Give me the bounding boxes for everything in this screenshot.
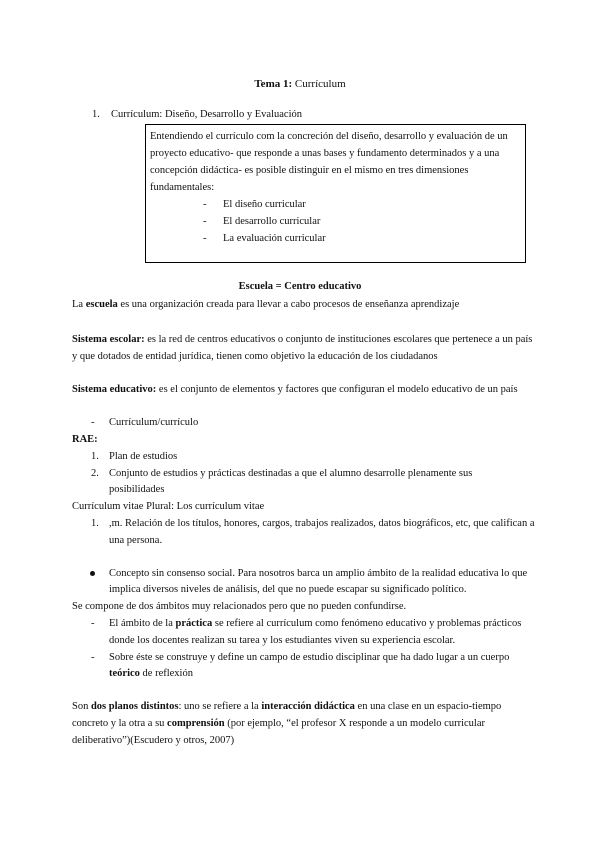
- label-rae: RAE:: [72, 434, 98, 445]
- dash-marker: -: [203, 199, 207, 210]
- paragraph: La escuela es una organización creada para llevar a cabo procesos de enseñanza aprendizaje: [72, 299, 460, 310]
- list-item: Sobre éste se construye y define un campo de estudio disciplinar que ha dado lugar a un cuerpo: [109, 652, 510, 663]
- list-item: El ámbito de la práctica se refiere al currículum como fenómeno educativo y problemas prácticos: [109, 618, 522, 629]
- subheading: Escuela = Centro educativo: [238, 281, 362, 292]
- paragraph: concreto y la otra a su comprensión (por ejemplo, “el profesor X responde a un modelo curricular: [72, 718, 485, 729]
- dash-marker: -: [91, 652, 95, 663]
- list-item: Plan de estudios: [109, 451, 178, 462]
- list-item: teórico de reflexión: [109, 668, 193, 679]
- list-item: Conjunto de estudios y prácticas destinadas a que el alumno desarrolle plenamente sus: [109, 468, 473, 479]
- section-heading: Currículum: Diseño, Desarrollo y Evaluación: [111, 109, 302, 120]
- box-list-item: El diseño curricular: [223, 199, 306, 210]
- box-line: concepción didáctica- es posible distinguir en el mismo en tres dimensiones: [150, 165, 469, 176]
- list-number: 1.: [91, 518, 99, 529]
- paragraph: Son dos planos distintos: uno se refiere a la interacción didáctica en una clase en un espacio-tiempo: [72, 701, 502, 712]
- list-item: implica diversos niveles de análisis, del que no puede escapar su significado político.: [109, 584, 467, 595]
- list-item: Currículum/currículo: [109, 417, 199, 428]
- list-item: donde los docentes realizan su tarea y los estudiantes viven su experiencia escolar.: [109, 635, 456, 646]
- bullet-icon: [90, 571, 95, 576]
- list-item: Concepto sin consenso social. Para nosotros barca un amplio ámbito de la realidad educativa lo que: [109, 568, 528, 579]
- paragraph: deliberativo”)(Escudero y otros, 2007): [72, 735, 235, 746]
- dash-marker: -: [203, 233, 207, 244]
- box-line: Entendiendo el currículo com la concreción del diseño, desarrollo y evaluación de un: [150, 131, 508, 142]
- list-number: 1.: [92, 109, 100, 120]
- page-title: Tema 1: Currículum: [254, 78, 346, 90]
- list-item: una persona.: [109, 535, 163, 546]
- list-number: 2.: [91, 468, 99, 479]
- list-number: 1.: [91, 451, 99, 462]
- paragraph: Sistema escolar: es la red de centros educativos o conjunto de instituciones escolares que pertenece a un país: [72, 334, 533, 345]
- box-list-item: El desarrollo curricular: [223, 216, 321, 227]
- list-item: posibilidades: [109, 484, 165, 495]
- box-list-item: La evaluación curricular: [223, 233, 326, 244]
- paragraph: y que dotados de entidad jurídica, tienen como objetivo la educación de los ciudadanos: [72, 351, 438, 362]
- dash-marker: -: [91, 618, 95, 629]
- paragraph: Currículum vitae Plural: Los currículum vitae: [72, 501, 265, 512]
- box-line: fundamentales:: [150, 182, 215, 193]
- dash-marker: -: [203, 216, 207, 227]
- box-line: proyecto educativo- que responde a unas bases y fundamento determinados y a una: [150, 148, 500, 159]
- dash-marker: -: [91, 417, 95, 428]
- paragraph: Sistema educativo: es el conjunto de elementos y factores que configuran el modelo educativo de un país: [72, 384, 518, 395]
- paragraph: Se compone de dos ámbitos muy relacionados pero que no pueden confundirse.: [72, 601, 407, 612]
- list-item: ,m. Relación de los títulos, honores, cargos, trabajos realizados, datos biográficos, etc, que califican a: [109, 518, 535, 529]
